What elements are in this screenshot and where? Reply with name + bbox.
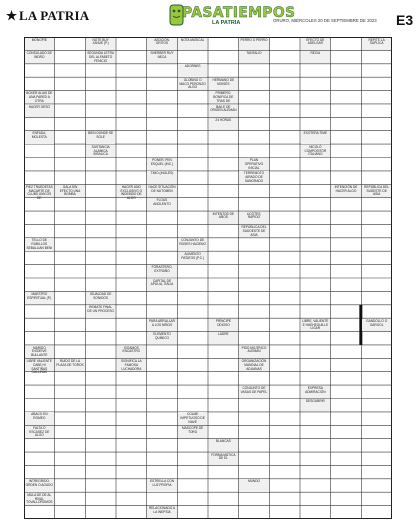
clue-cell: RECIA (301, 51, 330, 63)
clue-cell: NOTA MUSICAL (178, 38, 207, 50)
clue-cell: LADRE (209, 332, 238, 344)
clue-cell: PIDO MILITRICO ALEMÁN (239, 346, 268, 358)
clue-cell: INTENTOS DE AÑOS (209, 212, 238, 224)
clue-cell: NOTE BUY JANUE (P.) (86, 38, 115, 50)
supplement-title: PASATIEMPOS (182, 5, 296, 21)
clue-cell: GLOBINO O MACO PERONZO ALGO (179, 77, 206, 90)
clue-cell: FLOUS ANOLENTO (147, 198, 176, 210)
clue-cell: MARIDO EVÍDEIVE BULLANTE (25, 346, 54, 358)
clue-cell: BOXER ALIAS DE UNA PARED A OTRA (26, 91, 53, 103)
clue-cell: 24 HORAS (209, 118, 238, 130)
page-number: E3 (396, 12, 414, 28)
clue-cell: TANTALIO (239, 51, 268, 63)
clue-cell: RUIDO DE LA PLAZA DE TOROS (55, 359, 84, 371)
clue-cell: PARA ARRULLAR A LOS NIÑOS (147, 319, 176, 331)
clue-cell: ESTRELLA CON LUZ PROPIA (147, 479, 176, 491)
clue-cell: FORASTERO, EXTRAÑO (147, 265, 176, 277)
clue-cell: HACE SITUACIÓN DE NUTOMEN (147, 185, 176, 197)
clue-cell: REMATE FINAL DE UN PROCESO (86, 305, 115, 317)
clue-cell: PLAN OPERATIVO INICIAL (239, 158, 268, 170)
clue-cell: PIEZ TRUEDETAS MACARTE DE CLUBS UNICOS DE (25, 184, 53, 201)
clue-cell: MASCOPE DE TORO (178, 426, 207, 438)
clue-cell: ASOCIÓN. GRITOS (147, 38, 176, 50)
clue-cell: TIMO (INGLÉS) (147, 171, 176, 183)
clue-cell: EXOTERA TIME (301, 131, 330, 143)
clue-cell: EFECTO DE ADELGAR (301, 38, 330, 50)
clue-cell: SIGNIFICA LA FAMOSA LUCHADORA (117, 359, 146, 371)
clue-cell: SIGAMOS ENCASTRO (117, 346, 146, 358)
clue-cell: HACER UNO EXCLUSIVO O INDEBIDO DE ALGO (117, 185, 146, 197)
clue-cell: NICOLÓ COMPOSITOR ITALIANO (301, 145, 330, 157)
clue-cell: FORMA MÁTICA DE EL (209, 453, 238, 465)
pasatiempos-brand (168, 3, 296, 31)
clue-cell: REPÚBLICA DEL SUDESTE DE ASIA (362, 185, 391, 197)
clue-cell: PONER, PEN ESQUEL (INC.) (147, 158, 176, 170)
clue-cell: GALA SIN EFECTO UNA BOMBA (55, 185, 84, 197)
clue-cell: MULA DE DE AL RIVAL TOVALLOROMOS (26, 492, 53, 505)
clue-cell: FALTA O ESCASEZ DE ALGO (25, 426, 54, 438)
page-header (0, 0, 420, 34)
clue-cell: ELEMENTO QUÍMICO (147, 332, 176, 344)
clue-cell: INTREGRIDO. ORDEN O AGUDO (25, 479, 54, 491)
clue-cell: PRIMERO. BONIFICA DE TRAS DE (209, 91, 238, 103)
clue-cell: LIBRE, VALIENTE E HUEHEGUILLE LIGAR (302, 318, 329, 331)
clue-cell: SHERBER RUY NECA (147, 51, 176, 63)
newspaper-name: LA PATRIA (19, 8, 90, 23)
star-icon (6, 10, 17, 21)
clue-cell: SUSTANCIA ALAMICA BISALICA (86, 145, 115, 157)
clue-cell: ADORNES (178, 64, 207, 76)
dateline: ORURO, MIÉRCOLES 20 DE SEPTIEMBRE DE 2023 (273, 18, 377, 23)
newspaper-logo (6, 8, 89, 24)
clue-cell: REPÚBLICA DEL SUDOESTE DE ASIA (239, 225, 268, 237)
clue-cell: PRÍNCIPE ODIOSO (209, 319, 238, 331)
clue-cell: ENFADA, MOLESTA (25, 131, 54, 143)
clue-cell: INTENCIÓN DE HACER ALGO (331, 185, 360, 197)
clue-cell: TELLO DE RUBILLOS SEBALLIAN BENI (26, 238, 53, 251)
supplement-subtitle: LA PATRIA (212, 20, 241, 26)
clue-cell: MUNDO (239, 479, 268, 491)
clue-cell: HERMANO DE MOISÉS (209, 78, 238, 90)
clue-cell: ALIMENTO PATATOS (P.C.) (178, 252, 207, 264)
clue-cell: HACER OESO (25, 105, 54, 117)
clue-cell: REPITE LA SÚPLICA (362, 38, 391, 50)
clue-cell: BLANCAS (209, 439, 238, 451)
clue-cell: IGUALDAD DE SONIDOS (86, 292, 115, 304)
clue-cell: MAESTRO ESPIRITUAL (P.) (25, 292, 54, 304)
clue-cell: CAPITAL DE APULIA, ITALIA (147, 279, 176, 291)
clue-cell: CONSULADO DE INDRO (25, 51, 54, 63)
clue-cell: TERREMOTO AIRADO DE SANGRADO (239, 171, 268, 183)
clue-cell: LICOTES, RAPIDO (239, 212, 268, 224)
clue-cell: MONOPIE (25, 38, 54, 50)
clue-cell: LIBRE VALIENTE CABE HI SANTIÑAS GALLINAS (25, 359, 54, 371)
clue-cell: ORGANIZACIÓN MUNDIAL DE ADUANAS (239, 359, 268, 371)
clue-cell: SEGUNDA LETRA DEL ALFABETO FENICIO (87, 50, 115, 63)
clue-cell: RELACIONADO A LA INEPSIA (147, 506, 176, 518)
clue-cell: DESGUBRIR (301, 399, 330, 411)
clue-cell: BAILE DE ORIGEN ALEMÁN (209, 105, 238, 117)
clue-cell: EXPRESA ADMIRACIÓN (301, 386, 330, 398)
clue-cell: GANDOLLO O GARGOL (362, 319, 391, 331)
clue-cell: COLME IMPETUOSO DE NAVE (178, 412, 207, 424)
clue-cell: CONJUNTO DE ROSES HACIENO (178, 238, 207, 250)
clue-cell: ABACO EN ROMEO (25, 412, 54, 424)
crossword-grid (24, 37, 392, 519)
clue-cell: CONJUNTO DE VASAS DE PAPEL (239, 386, 268, 398)
clue-cell: BIEN DONDE SE SOLE (86, 131, 115, 143)
clue-cell: PERRO O PERRO (239, 38, 268, 50)
